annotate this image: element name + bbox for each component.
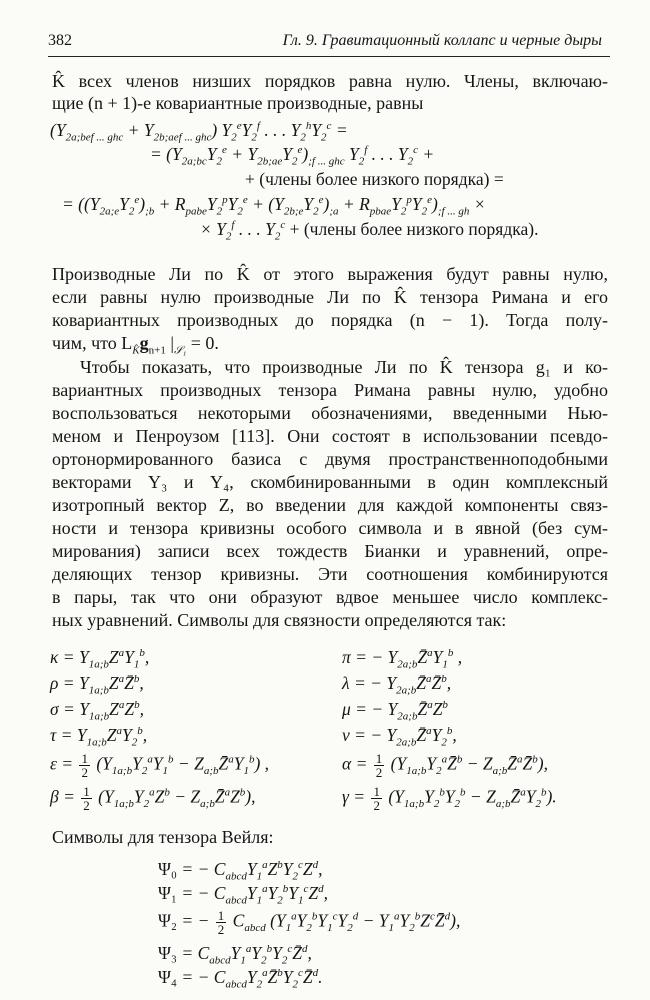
text-line: мирования) записи всех тождеств Бианки и уравнений, опре- xyxy=(52,541,608,561)
spin-coefficient-gamma: γ = $\frac{1}{2}$ ($Y_{1a;b}Y_2^bY_2^b$ − $Z_{a;b}Z̄^aY_2^b$). xyxy=(342,784,557,813)
text-line: деляющих тензор кривизны. Эти соотношения комбинируются xyxy=(52,564,608,584)
text-line: чим, что $L_{K̂}g_{n+1}$ $|_{𝒮_1} = 0$. xyxy=(52,333,219,357)
text-line: если равны нулю производные Ли по K̂ тензора Римана и его xyxy=(52,287,608,307)
equation-line: × $Y_2^f$ . . . $Y_2^c$ + (члены более низкого порядка). xyxy=(200,219,539,243)
text-line: Чтобы показать, что производные Ли по K̂ тензора g₁ и ко- xyxy=(80,357,608,377)
text-line: меном и Пенроузом [113]. Они состоят в использовании псевдо- xyxy=(52,426,608,446)
spin-coefficient-mu: μ = − $Y_{2a;b}Z̄^aZ^b$ xyxy=(342,699,448,723)
text-line: ортонормированного базиса с двумя пространственноподобными xyxy=(52,449,608,469)
text-line: воспользоваться некоторыми обозначениями, введенными Нью- xyxy=(52,403,608,423)
equation-line: = $(Y_{2a;bc}Y_2^e + Y_{2b;ae}Y_2^e)_{;f ... ghc}$ $Y_2^f$ . . . $Y_2^c$ + xyxy=(150,144,435,168)
text-line: ности и тензора кривизны особого символа и в явной (без сум- xyxy=(52,518,608,538)
text-line: щие (n + 1)-е ковариантные производные, равны xyxy=(52,93,424,113)
text-line: Производные Ли по K̂ от этого выражения будут равны нулю, xyxy=(52,264,608,284)
spin-coefficient-rho: $\rho = Y_{1a;b}Z^aZ̄^b$, xyxy=(50,673,144,697)
spin-coefficient-lambda: λ = − $Y_{2a;b}Z̄^aZ̄^b$, xyxy=(342,673,452,697)
weyl-scalar-psi4: Ψ₄ = − $C_{abcd}Y_2^aZ̄^bY_2^cZ̄^d$. xyxy=(158,967,323,991)
weyl-scalar-psi2: Ψ₂ = − $\frac{1}{2}$ $C_{abcd}$ ($Y_1^aY_2^bY_1^cY_2^d$ − $Y_1^aY_2^bZ^cZ̄^d$), xyxy=(158,908,461,937)
spin-coefficient-sigma: $\sigma = Y_{1a;b}Z^aZ^b$, xyxy=(50,699,144,723)
lower-order-terms: (члены более низкого порядка). xyxy=(303,219,539,239)
equation-line: = $((Y_{2a;e}Y_2^e)_{;b} + R_{pabe}Y_2^pY_2^e + (Y_{2b;e}Y_2^e)_{;a} + R_{pbae}Y_2^pY_2^e)_{;f ... gh}$ × xyxy=(62,194,486,218)
text-line: ковариантных производных до порядка (n − 1). Тогда полу- xyxy=(52,310,608,330)
running-title: Гл. 9. Гравитационный коллапс и черные дыры xyxy=(282,32,602,49)
lower-order-terms: (члены более низкого порядка) xyxy=(259,169,490,189)
weyl-scalar-psi1: Ψ₁ = − $C_{abcd}Y_1^aY_2^bY_1^cZ^d$, xyxy=(158,883,329,907)
spin-coefficient-kappa: $\kappa = Y_{1a;b}Z^aY_1^b$, xyxy=(50,647,150,671)
text-line: K̂ всех членов низших порядков равна нулю. Члены, включаю- xyxy=(52,71,608,91)
spin-coefficient-epsilon: ε = $\frac{1}{2}$ ($Y_{1a;b}Y_2^aY_1^b$ − $Z_{a;b}Z̄^aY_1^b$) , xyxy=(50,751,270,780)
text-line: ных уравнений. Символы для связности определяются так: xyxy=(52,610,507,630)
weyl-scalar-psi3: $\Psi_3 = C_{abcd}Y_1^aY_2^bY_2^cZ̄^d$, xyxy=(158,943,312,967)
text-line: векторами Y₃ и Y₄, скомбинированными в один комплексный xyxy=(52,472,608,492)
spin-coefficient-nu: ν = − $Y_{2a;b}Z̄^aY_2^b$, xyxy=(342,725,457,749)
equation-line: + (члены более низкого порядка) = xyxy=(245,169,504,189)
page-number: 382 xyxy=(48,32,72,49)
text-line: вариантных производных тензора Римана равны нулю, удобно xyxy=(52,380,608,400)
weyl-heading: Символы для тензора Вейля: xyxy=(52,827,274,847)
text-line: изотропный вектор Z, во введении для каждой компоненты связ- xyxy=(52,495,608,515)
weyl-scalar-psi0: Ψ₀ = − $C_{abcd}Y_1^aZ^bY_2^cZ^d$, xyxy=(158,859,323,883)
equation-line: $(Y_{2a;bef ... ghc} + Y_{2b;aef ... ghc})$ $Y_2^eY_2^f$ . . . $Y_2^hY_2^c$ = xyxy=(50,120,348,144)
spin-coefficient-alpha: α = $\frac{1}{2}$ ($Y_{1a;b}Y_2^aZ̄^b$ − $Z_{a;b}Z̄^aZ̄^b$), xyxy=(342,751,548,780)
spin-coefficient-pi: π = − $Y_{2a;b}Z̄^aY_1^b$ , xyxy=(342,647,463,671)
spin-coefficient-beta: β = $\frac{1}{2}$ ($Y_{1a;b}Y_2^aZ^b$ − $Z_{a;b}Z̄^aZ^b$), xyxy=(50,784,256,813)
text-line: в пары, так что они образуют вдвое меньшее число комплекс- xyxy=(52,587,608,607)
running-header xyxy=(48,30,610,57)
spin-coefficient-tau: $\tau = Y_{1a;b}Z^aY_2^b$, xyxy=(50,725,148,749)
